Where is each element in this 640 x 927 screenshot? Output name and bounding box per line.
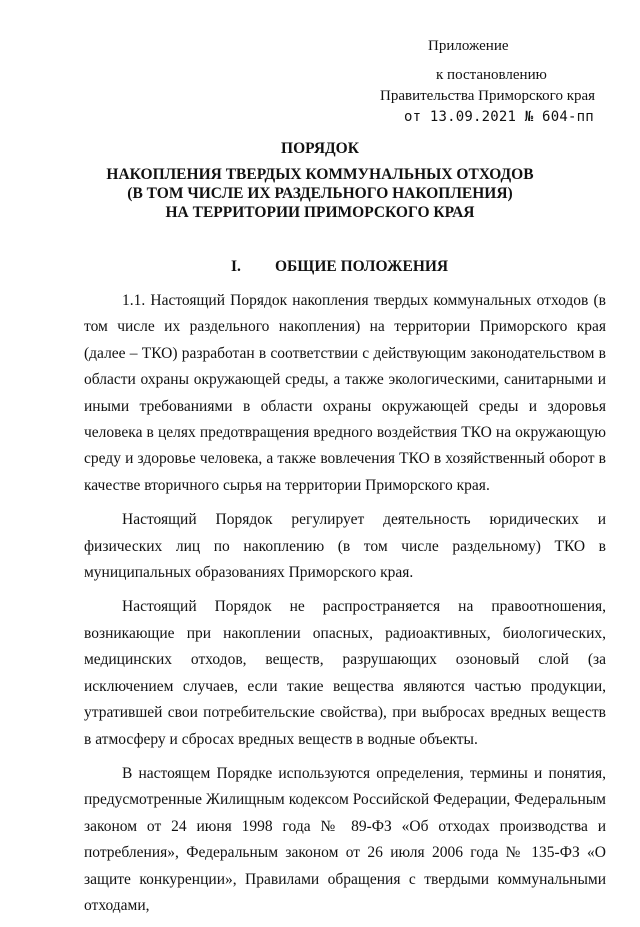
section-title: ОБЩИЕ ПОЛОЖЕНИЯ <box>275 258 449 275</box>
paragraph: Настоящий Порядок не распространяется на правоотношения, возникающие при накоплении опасных, радиоактивных, биологических, медицинских отходов, веществ, разрушающих озоновый слой (за исключением случаев, если такие вещества являются частью продукции, утратившей свои потребительские свойства), при выбросах вредных веществ в атмосферу и сбросах вредных веществ в водные объекты. <box>84 598 606 748</box>
document-subtitle-line-3: НА ТЕРРИТОРИИ ПРИМОРСКОГО КРАЯ <box>165 204 475 221</box>
document-subtitle-line-1: НАКОПЛЕНИЯ ТВЕРДЫХ КОММУНАЛЬНЫХ ОТХОДОВ <box>106 166 534 183</box>
paragraph: Настоящий Порядок регулирует деятельность юридических и физических лиц по накоплению (в том числе раздельному) ТКО в муниципальных образованиях Приморского края. <box>84 511 606 582</box>
approval-line-date-number: от 13.09.2021 № 604-пп <box>404 109 594 125</box>
document-subtitle-line-2: (В ТОМ ЧИСЛЕ ИХ РАЗДЕЛЬНОГО НАКОПЛЕНИЯ) <box>127 185 513 202</box>
approval-line-resolution: к постановлению <box>436 67 547 83</box>
approval-line-government: Правительства Приморского края <box>380 88 596 104</box>
document-subtitle <box>70 165 570 222</box>
document-body <box>84 288 606 927</box>
document-title: ПОРЯДОК <box>281 140 359 157</box>
paragraph: 1.1. Настоящий Порядок накопления твердых коммунальных отходов (в том числе их раздельного накопления) на территории Приморского края (далее – ТКО) разработан в соответствии с действующим законодательством в области охраны окружающей среды, а также экологическими, санитарными и иными требованиями в области охраны окружающей среды и здоровья человека в целях предотвращения вредного воздействия ТКО на окружающую среду и здоровье человека, а также вовлечения ТКО в хозяйственный оборот в качестве вторичного сырья на территории Приморского края. <box>84 292 606 494</box>
approval-note <box>380 36 610 128</box>
section-number: I. <box>231 258 241 275</box>
approval-line-appendix: Приложение <box>428 38 509 54</box>
paragraph: В настоящем Порядке используются определения, термины и понятия, предусмотренные Жилищным кодексом Российской Федерации, Федеральным законом от 24 июня 1998 года № 89-ФЗ «Об отходах производства и потребления», Федеральным законом от 26 июля 2006 года № 135-ФЗ «О защите конкуренции», Правилами обращения с твердыми коммунальными отходами, <box>84 764 606 914</box>
